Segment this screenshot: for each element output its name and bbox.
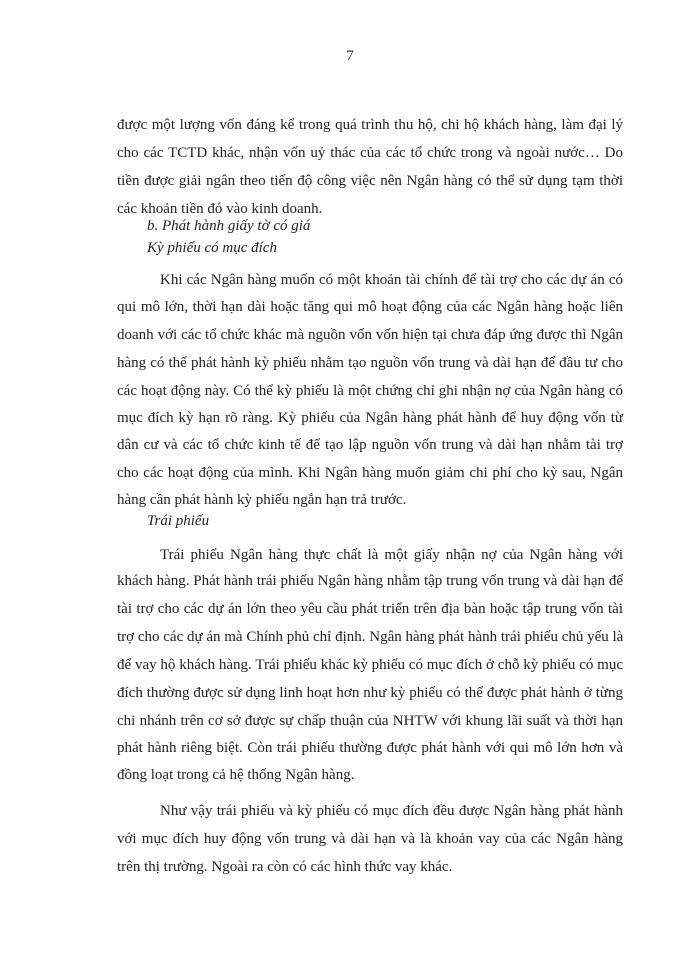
paragraph-line: chi nhánh trên cơ sở được sự chấp thuận của NHTW với khung lãi suất và thời hạn: [117, 713, 623, 729]
section-heading: b. Phát hành giấy tờ có giá: [147, 218, 311, 234]
paragraph-line: dân cư và các tổ chức kinh tế để tạo lập nguồn vốn trung và dài hạn nhằm tài trợ: [117, 437, 623, 453]
paragraph-line: qui mô lớn, thời hạn dài hoặc tăng qui mô hoạt động của các Ngân hàng hoặc liên: [117, 299, 623, 315]
paragraph-line: phát hành riêng biệt. Còn trái phiếu thường được phát hành với qui mô lớn hơn và: [117, 740, 623, 756]
paragraph-line: các hoạt động này. Có thể kỳ phiếu là một chứng chỉ ghi nhận nợ của Ngân hàng có: [117, 383, 623, 399]
paragraph-line: hàng cần phát hành kỳ phiếu ngắn hạn trả trước.: [117, 492, 407, 508]
paragraph-line: Trái phiếu Ngân hàng thực chất là một giấy nhận nợ của Ngân hàng với: [160, 547, 623, 563]
paragraph-line: được một lượng vốn đáng kể trong quá trình thu hộ, chi hộ khách hàng, làm đại lý: [117, 117, 623, 133]
paragraph-line: hàng có thể phát hành kỳ phiếu nhằm tạo nguồn vốn trung và dài hạn để đầu tư cho: [117, 355, 623, 371]
paragraph-line: cho các TCTD khác, nhận vốn uỷ thác của các tổ chức trong và ngoài nước… Do: [117, 145, 623, 161]
paragraph-line: các khoản tiền đó vào kinh doanh.: [117, 201, 323, 217]
paragraph-line: đồng loạt trong cả hệ thống Ngân hàng.: [117, 767, 355, 783]
paragraph-line: Khi các Ngân hàng muốn có một khoản tài chính để tài trợ cho các dự án có: [160, 272, 623, 288]
page-number: 7: [346, 48, 354, 64]
subsection-heading: Kỳ phiếu có mục đích: [147, 240, 277, 256]
paragraph-line: mục đích kỳ hạn rõ ràng. Kỳ phiếu của Ngân hàng phát hành để huy động vốn từ: [117, 410, 623, 426]
paragraph-line: Như vậy trái phiếu và kỳ phiếu có mục đích đều được Ngân hàng phát hành: [160, 803, 623, 819]
paragraph-line: tài trợ cho các dự án lớn theo yêu cầu phát triển trên địa bàn hoặc tập trung vốn tài: [117, 601, 623, 617]
subsection-heading: Trái phiếu: [147, 513, 210, 529]
paragraph-line: trên thị trường. Ngoài ra còn có các hình thức vay khác.: [117, 859, 453, 875]
paragraph-line: để vay hộ khách hàng. Trái phiếu khác kỳ phiếu có mục đích ở chỗ kỳ phiếu có mục: [117, 657, 623, 673]
paragraph-line: trợ cho các dự án mà Chính phủ chỉ định. Ngân hàng phát hành trái phiếu chủ yếu là: [117, 629, 624, 645]
paragraph-line: với mục đích huy động vốn trung và dài hạn và là khoản vay của các Ngân hàng: [117, 831, 623, 847]
paragraph-line: khách hàng. Phát hành trái phiếu Ngân hàng nhằm tập trung vốn trung và dài hạn để: [117, 573, 623, 589]
paragraph-line: đích thường được sử dụng linh hoạt hơn như kỳ phiếu có thể được phát hành ở từng: [117, 685, 623, 701]
paragraph-line: doanh với các tổ chức khác mà nguồn vốn vốn hiện tại chưa đáp ứng được thì Ngân: [117, 327, 623, 343]
paragraph-line: tiền được giải ngân theo tiến độ công việc nên Ngân hàng có thể sử dụng tạm thời: [117, 173, 623, 189]
paragraph-line: cho các hoạt động của mình. Khi Ngân hàng muốn giảm chi phí cho kỳ sau, Ngân: [117, 465, 623, 481]
